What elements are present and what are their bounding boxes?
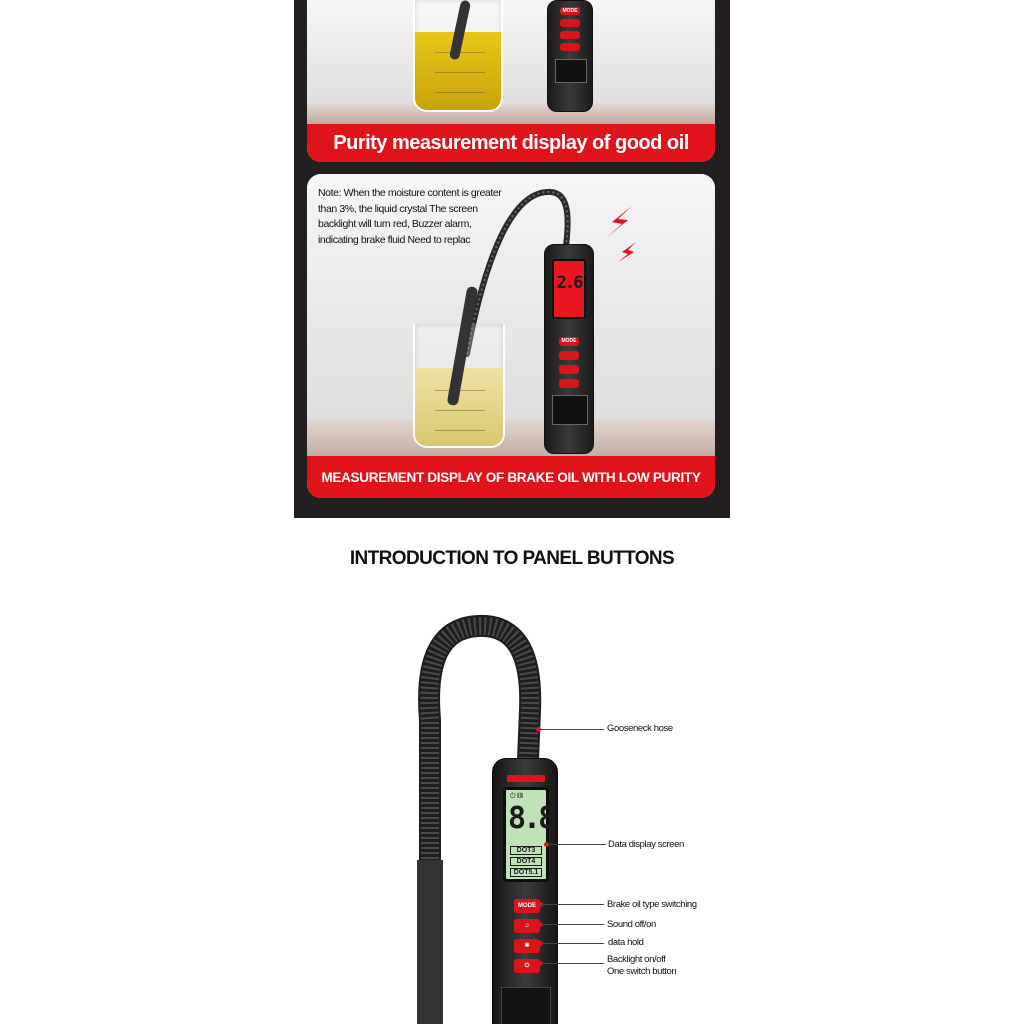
alarm-bolt-icon [602, 204, 642, 264]
callout-line [548, 844, 606, 845]
tester-device-alarm [544, 244, 594, 454]
callout-hold: data hold [608, 937, 644, 948]
hold-button [560, 31, 580, 39]
note-line: backlight will turn red, Buzzer alarm, [318, 218, 472, 230]
mode-button[interactable]: MODE [514, 899, 540, 913]
beaker-mark [435, 410, 485, 411]
low-purity-banner: MEASUREMENT DISPLAY OF BRAKE OIL WITH LOW PURITY [307, 456, 715, 498]
callout-mode: Brake oil type switching [607, 899, 697, 910]
power-button [559, 379, 579, 388]
callout-power-line2: One switch button [607, 966, 677, 977]
device-label [552, 395, 588, 425]
lcd-display [503, 787, 554, 882]
background-wall [307, 0, 715, 108]
callout-power-line1: Backlight on/off [607, 954, 666, 965]
callout-line [540, 729, 604, 730]
sound-button [560, 19, 580, 27]
power-button[interactable]: ⏻ [514, 959, 540, 973]
hold-button [559, 365, 579, 374]
callout-display: Data display screen [608, 839, 684, 850]
good-oil-photo-card [307, 0, 715, 162]
section-title: INTRODUCTION TO PANEL BUTTONS [349, 548, 675, 569]
hold-button[interactable]: ✱ [514, 939, 540, 953]
callout-sound: Sound off/on [607, 919, 656, 930]
callout-line [542, 943, 604, 944]
good-oil-banner: Purity measurement display of good oil [307, 124, 715, 162]
sound-button[interactable]: ♫ [514, 919, 540, 933]
callout-line [542, 963, 604, 964]
dot3-indicator: DOT3 [510, 846, 542, 855]
power-button [560, 43, 580, 51]
dot4-indicator: DOT4 [510, 857, 542, 866]
sound-button [559, 351, 579, 360]
red-alarm-screen [552, 259, 586, 319]
mode-button: MODE [559, 337, 579, 346]
callout-gooseneck: Gooseneck hose [607, 723, 673, 734]
tester-device [547, 0, 593, 112]
brand-badge [507, 775, 545, 782]
mode-button: MODE [560, 7, 580, 15]
dot51-indicator: DOT5.1 [510, 868, 542, 877]
callout-line [542, 924, 604, 925]
beaker-mark [435, 72, 485, 73]
battery-icon: ⏻ ▥ [510, 793, 523, 800]
moisture-note [318, 186, 508, 248]
display-digits: 8.8 [508, 801, 554, 836]
note-line: indicating brake fluid Need to replac [318, 233, 471, 246]
beaker-mark [435, 92, 485, 93]
callout-power [607, 954, 676, 978]
device-label [555, 59, 587, 83]
note-line: Note: When the moisture content is greater [318, 187, 502, 199]
tabletop [307, 104, 715, 124]
note-line: than 3%, the liquid crystal The screen [318, 202, 478, 215]
device-label [501, 987, 551, 1024]
callout-line [542, 904, 604, 905]
alarm-display-value: 2.6 [556, 273, 582, 293]
brake-fluid-tester [492, 758, 558, 1024]
beaker-mark [435, 430, 485, 431]
